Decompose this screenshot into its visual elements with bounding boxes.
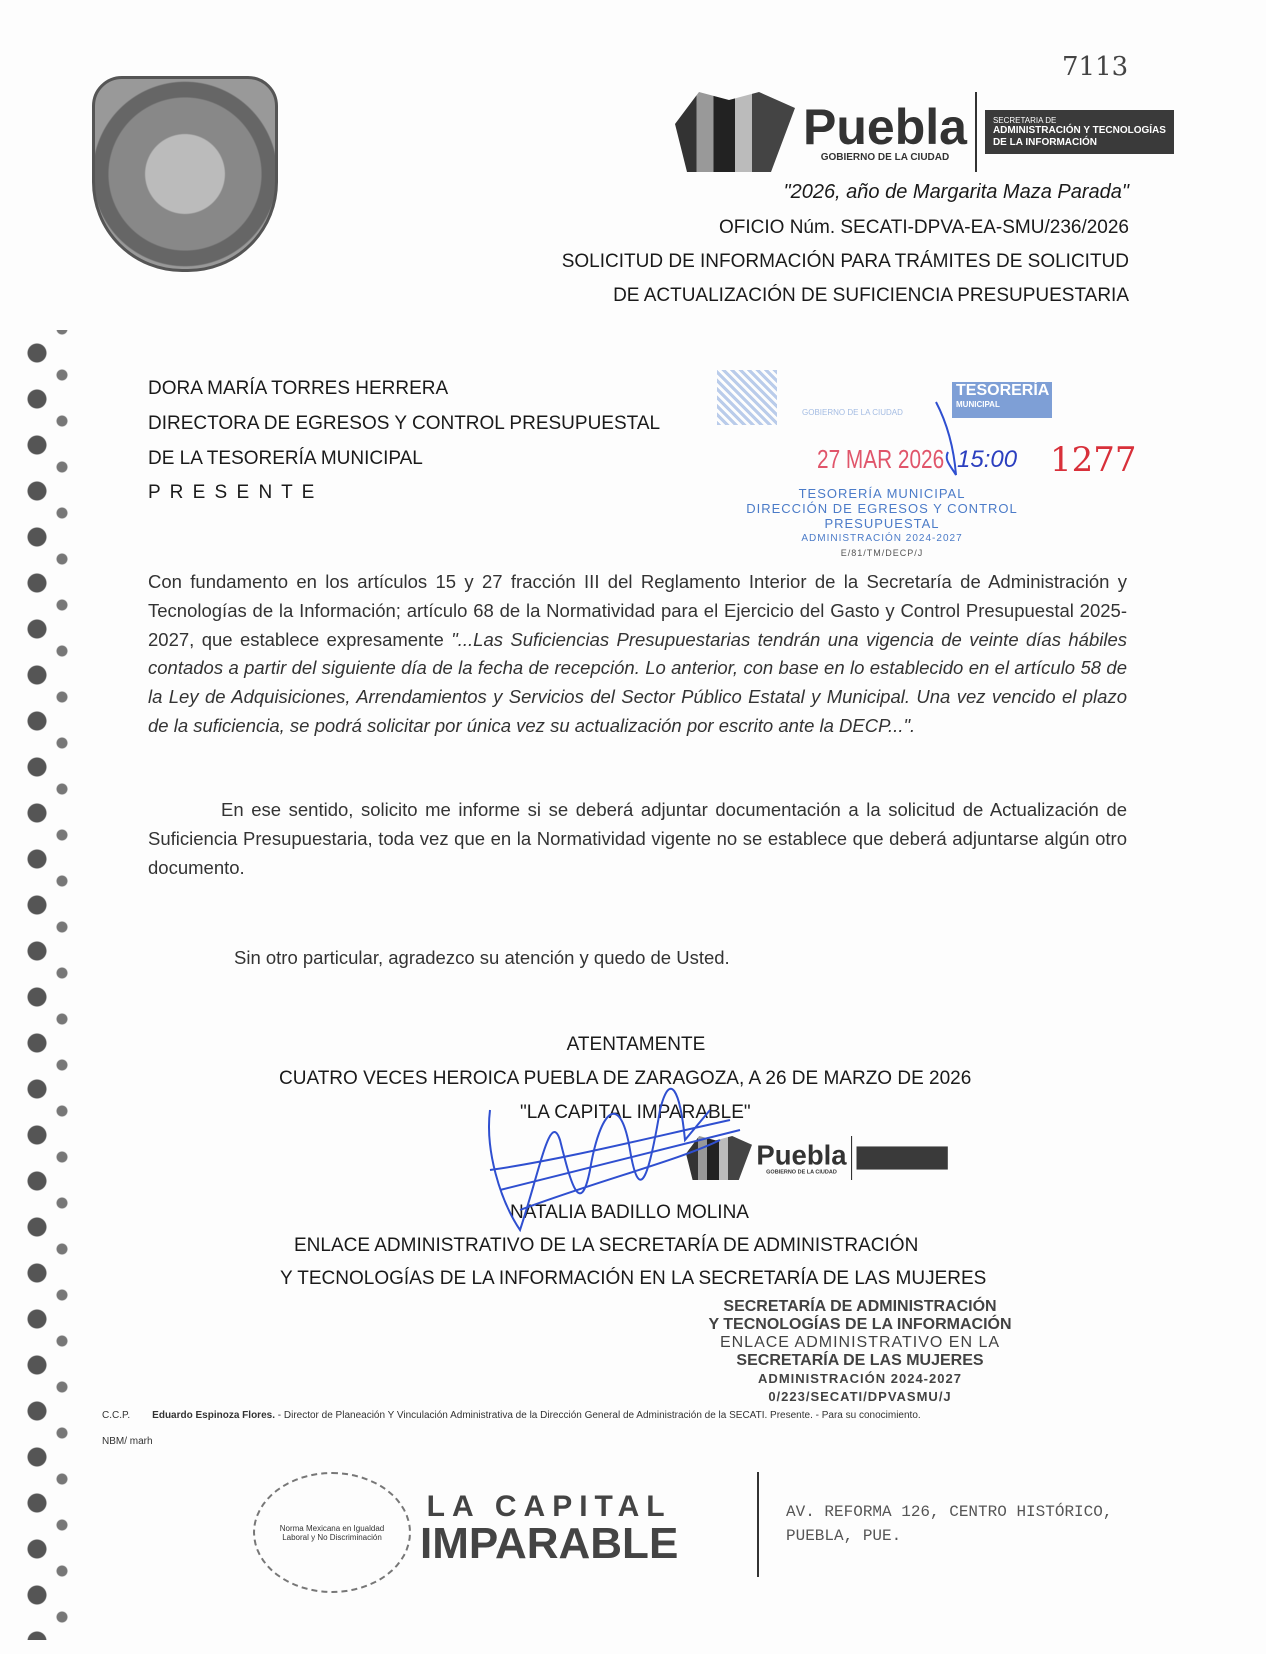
closing-line: Sin otro particular, agradezco su atención y quedo de Usted. xyxy=(234,947,730,968)
handwritten-number: 7113 xyxy=(1062,52,1129,82)
body-paragraph-2: En ese sentido, solicito me informe si se deberá adjuntar documentación a la solicitud de Actualización de Suficiencia Presupuestaria, toda vez que en la Normatividad vigente no se establece que deberá adjuntarse algún otro documento. xyxy=(148,799,1127,878)
motto: "LA CAPITAL IMPARABLE" xyxy=(520,1102,751,1123)
sender-stamp xyxy=(690,1298,1030,1406)
dept-line-1: ADMINISTRACIÓN Y TECNOLOGÍAS xyxy=(992,125,1166,137)
header-logo xyxy=(675,92,1174,172)
presente: P R E S E N T E xyxy=(148,482,317,503)
stamp-time-handwritten: 15:00 xyxy=(957,446,1018,473)
stamp-line-5: E/81/TM/DECP/J xyxy=(840,548,924,558)
decorative-left-border xyxy=(22,330,74,1640)
city-seal xyxy=(92,76,278,272)
sender-stamp-line-4: SECRETARÍA DE LAS MUJERES xyxy=(736,1352,984,1369)
sender-stamp-line-2: Y TECNOLOGÍAS DE LA INFORMACIÓN xyxy=(708,1316,1012,1333)
stamp-line-4: ADMINISTRACIÓN 2024-2027 xyxy=(801,533,963,544)
dept-line-2: DE LA INFORMACIÓN xyxy=(992,136,1098,148)
stamp-line-3: PRESUPUESTAL xyxy=(824,516,940,531)
initials: NBM/ marh xyxy=(102,1436,153,1447)
dept-prefix: SECRETARIA DE xyxy=(992,115,1057,125)
reception-stamp xyxy=(712,360,1052,565)
initial-scribble xyxy=(934,400,974,480)
signer-role-1: ENLACE ADMINISTRATIVO DE LA SECRETARÍA DE ADMINISTRACIÓN xyxy=(294,1235,919,1256)
capital-imparable-logo: LA CAPITAL IMPARABLE xyxy=(420,1490,679,1568)
logo-subtitle: GOBIERNO DE LA CIUDAD xyxy=(820,151,950,163)
stamp-gov: GOBIERNO DE LA CIUDAD xyxy=(802,408,903,417)
place-date: CUATRO VECES HEROICA PUEBLA DE ZARAGOZA, A 26 DE MARZO DE 2026 xyxy=(279,1068,972,1089)
logo-name: Puebla xyxy=(803,98,967,155)
body-paragraph-1: Con fundamento en los artículos 15 y 27 fracción III del Reglamento Interior de la Secretaría de Administración y Tecnologías de la Información; artículo 68 de la Normatividad para el Ejercicio del Gasto y Control Presupuestal 2025-2027, que establece expresamente "...Las Suficiencias Presupuestarias tendrán una vigencia de veinte días hábiles contados a partir del siguiente día de la fecha de recepción. Lo anterior, con base en lo establecido en el artículo 58 de la Ley de Adquisiciones, Arrendamientos y Servicios del Sector Público Estatal y Municipal. Una vez vencido el plazo de la suficiencia, se podrá solicitar por única vez su actualización por escrito ante la DECP...". xyxy=(148,571,1127,736)
sender-stamp-line-5: ADMINISTRACIÓN 2024-2027 xyxy=(758,1371,962,1386)
addressee-title-1: DIRECTORA DE EGRESOS Y CONTROL PRESUPUESTAL xyxy=(148,413,661,434)
ccp-line: C.C.P. Eduardo Espinoza Flores. - Director de Planeación Y Vinculación Administrativa de la Dirección General de Administración de la SECATI. Presente. - Para su conocimiento. xyxy=(102,1410,921,1421)
subject-line-2: DE ACTUALIZACIÓN DE SUFICIENCIA PRESUPUESTARIA xyxy=(613,285,1129,306)
year-motto: "2026, año de Margarita Maza Parada" xyxy=(783,181,1129,203)
signer-name: NATALIA BADILLO MOLINA xyxy=(510,1202,749,1223)
addressee-title-2: DE LA TESORERÍA MUNICIPAL xyxy=(148,448,423,469)
atentamente: ATENTAMENTE xyxy=(566,1034,706,1055)
stamp-logo-icon xyxy=(717,370,777,425)
equality-seal: Norma Mexicana en Igualdad Laboral y No Discriminación xyxy=(253,1472,411,1593)
sender-stamp-logo: Puebla GOBIERNO DE LA CIUDAD xyxy=(686,1136,948,1180)
sender-stamp-line-1: SECRETARÍA DE ADMINISTRACIÓN xyxy=(723,1298,997,1315)
folio-number: 1277 xyxy=(1050,440,1137,480)
puebla-logo-art-icon xyxy=(675,92,795,172)
addressee-name: DORA MARÍA TORRES HERRERA xyxy=(148,378,449,399)
subject-line-1: SOLICITUD DE INFORMACIÓN PARA TRÁMITES DE SOLICITUD xyxy=(561,251,1129,272)
sender-stamp-line-6: 0/223/SECATI/DPVASMU/J xyxy=(768,1389,952,1404)
department-box xyxy=(985,110,1174,154)
stamp-date: 27 MAR 2026 xyxy=(817,444,945,474)
handwritten-signature xyxy=(480,1050,780,1240)
signer-role-2: Y TECNOLOGÍAS DE LA INFORMACIÓN EN LA SECRETARÍA DE LAS MUJERES xyxy=(280,1268,987,1289)
stamp-banner: TESORERÍA MUNICIPAL xyxy=(952,382,1052,418)
footer-address: AV. REFORMA 126, CENTRO HISTÓRICO, PUEBLA, PUE. xyxy=(786,1503,1113,1545)
sender-stamp-line-3: ENLACE ADMINISTRATIVO EN LA xyxy=(719,1334,1001,1351)
stamp-line-2: DIRECCIÓN DE EGRESOS Y CONTROL xyxy=(746,501,1018,516)
footer-divider xyxy=(757,1472,759,1577)
oficio-number: OFICIO Núm. SECATI-DPVA-EA-SMU/236/2026 xyxy=(718,217,1129,238)
stamp-line-1: TESORERÍA MUNICIPAL xyxy=(798,486,966,501)
